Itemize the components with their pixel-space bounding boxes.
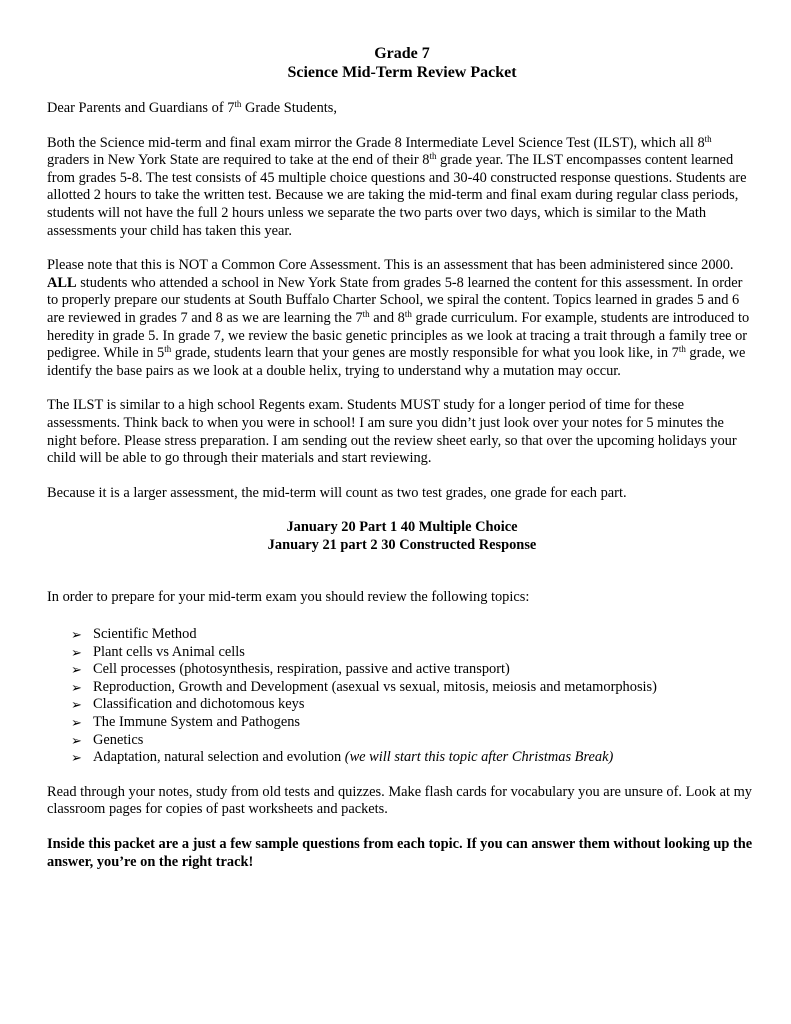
paragraph-study-advice: Read through your notes, study from old tests and quizzes. Make flash cards for vocabulary you are unsure of. Look at my classroom pages for copies of past worksheets and packets. [47,783,752,818]
ordinal-suffix: th [678,344,686,355]
text: grade, we identify the base pairs as we look at a double helix, trying to understand why a mutation may occur. [47,345,746,379]
ordinal-suffix: th [234,99,242,109]
ordinal-suffix: th [404,308,412,319]
list-item [71,626,757,644]
exam-dates [47,519,757,554]
topic-text: Genetics [93,731,144,748]
text: and 8 [369,309,405,326]
text: grade, students learn that your genes are mostly responsible for what you look like, in 7 [171,345,679,362]
topic-text: The Immune System and Pathogens [93,714,301,731]
salutation-text: Dear Parents and Guardians of 7 [47,100,235,116]
list-item [71,732,757,750]
arrow-bullet-icon: ➢ [71,732,82,748]
document-title [47,44,757,82]
title-line-1: Grade 7 [374,45,430,62]
closing-statement: Inside this packet are a just a few sample questions from each topic. If you can answer them without looking up the answer, you’re on the right track! [47,836,753,870]
arrow-bullet-icon: ➢ [71,679,82,695]
arrow-bullet-icon: ➢ [71,750,82,766]
paragraph-common-core-note [47,257,757,380]
text: Please note that this is NOT a Common Core Assessment. This is an assessment that has been administered since 2000. [47,257,734,274]
document-page [47,44,757,871]
text: students who attended a school in New York State from grades 5-8 learned the content for this assessment. In order to properly prepare our students at South Buffalo Charter School, we spiral the content. Topics learned in grades 5 and 6 are reviewed in grades 7 and 8 as we are learning the 7 [47,274,743,326]
topic-text: Reproduction, Growth and Development (asexual vs sexual, mitosis, meiosis and metamorphosis) [93,678,657,695]
exam-date-part-2: January 21 part 2 30 Constructed Response [267,536,537,553]
arrow-bullet-icon: ➢ [71,662,82,678]
ordinal-suffix: th [429,151,437,162]
list-item [71,644,757,662]
text: grade curriculum. For example, students are introduced to heredity in grade 5. In grade 7, we review the basic genetic principles as we look at tracing a trait through a family tree or pedigree. While in 5 [47,309,750,362]
topic-note: (we will start this topic after Christmas Break) [344,749,614,766]
topics-list [47,626,757,767]
topics-intro: In order to prepare for your mid-term exam you should review the following topics: [47,589,530,606]
ordinal-suffix: th [362,308,370,319]
list-item [71,679,757,697]
paragraph-regents-comparison: The ILST is similar to a high school Regents exam. Students MUST study for a longer period of time for these assessments. Think back to when you were in school! I am sure you didn’t just look over your notes for 5 minutes the night before. Please stress preparation. I am sending out the review sheet early, so that over the upcoming holidays your child will be able to go through their materials and start reviewing. [47,397,737,467]
list-item [71,714,757,732]
ordinal-suffix: th [704,133,712,144]
salutation-text-end: Grade Students, [241,100,337,116]
title-line-2: Science Mid-Term Review Packet [287,64,517,81]
text: Both the Science mid-term and final exam mirror the Grade 8 Intermediate Level Science Test (ILST), which all 8 [47,134,705,151]
list-item [71,661,757,679]
topic-text: Scientific Method [93,626,197,643]
emphasis-all: ALL [47,274,77,291]
paragraph-grading: Because it is a larger assessment, the mid-term will count as two test grades, one grade for each part. [47,484,627,501]
topic-text: Adaptation, natural selection and evolution [93,749,345,766]
ordinal-suffix: th [164,344,172,355]
salutation [47,100,757,118]
topic-text: Cell processes (photosynthesis, respiration, passive and active transport) [93,661,510,678]
arrow-bullet-icon: ➢ [71,697,82,713]
text: grade year. The ILST encompasses content learned from grades 5-8. The test consists of 45 multiple choice questions and 30-40 constructed response questions. Students are allotted 2 hours to take the written test. Because we are taking the mid-term and final exam during regular class periods, students will not have the full 2 hours unless we separate the two parts over two days, which is similar to the Math assessments your child has taken this year. [47,152,747,239]
list-item [71,696,757,714]
topic-text: Classification and dichotomous keys [93,696,305,713]
paragraph-ilst-intro [47,135,757,241]
arrow-bullet-icon: ➢ [71,627,82,643]
arrow-bullet-icon: ➢ [71,644,82,660]
exam-date-part-1: January 20 Part 1 40 Multiple Choice [286,519,518,536]
topic-text: Plant cells vs Animal cells [93,643,245,660]
text: graders in New York State are required to take at the end of their 8 [47,152,430,169]
list-item [71,749,757,767]
arrow-bullet-icon: ➢ [71,715,82,731]
